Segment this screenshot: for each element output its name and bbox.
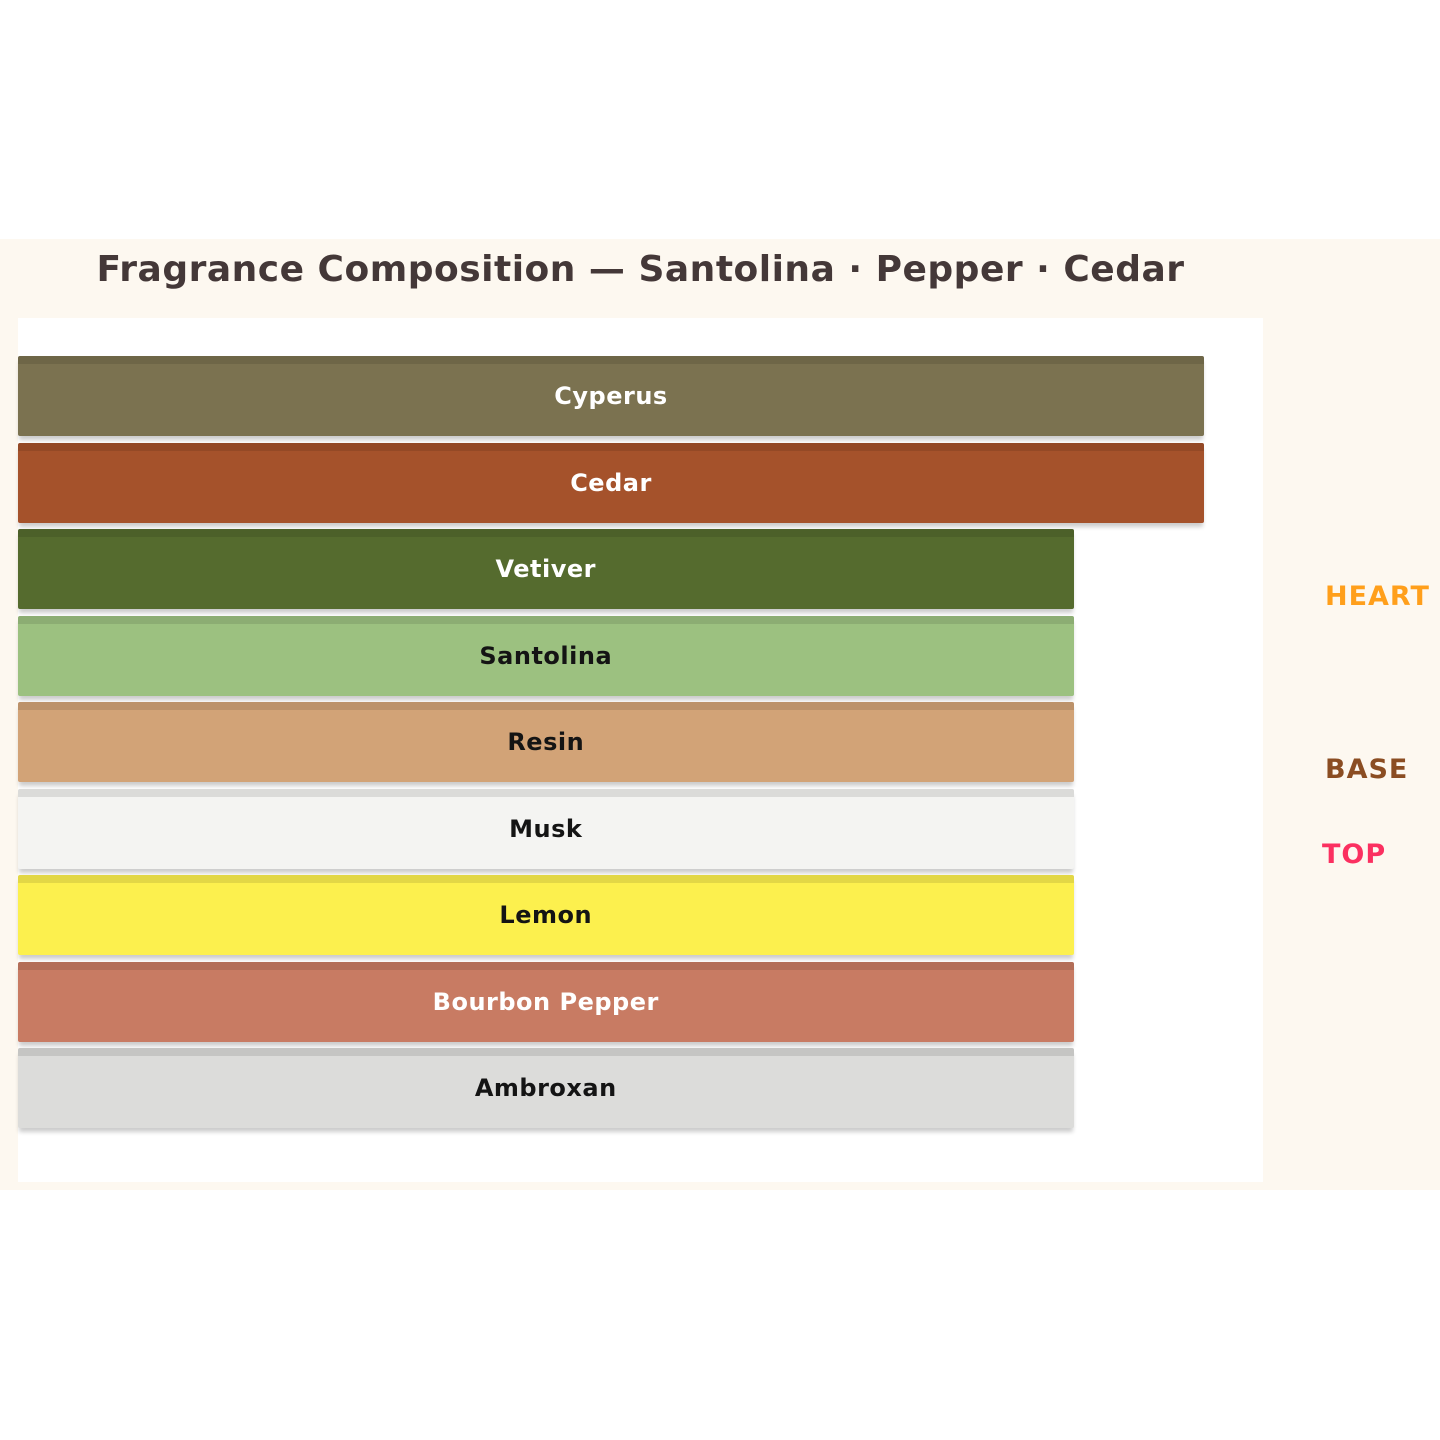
bar-santolina <box>18 616 1074 696</box>
bar-label: Resin <box>507 728 585 756</box>
bar-label: Musk <box>509 814 583 843</box>
bar-musk <box>18 789 1074 869</box>
group-label-base: BASE <box>1325 754 1409 785</box>
bar-cyperus <box>18 356 1204 436</box>
bars-container <box>18 356 1263 1135</box>
bar-resin <box>18 702 1074 782</box>
bar-label: Santolina <box>479 641 613 670</box>
bar-label: Cyperus <box>554 382 668 410</box>
bar-label: Bourbon Pepper <box>432 987 659 1016</box>
bar-label: Ambroxan <box>474 1074 617 1102</box>
bar-vetiver <box>18 529 1074 609</box>
chart-title: Fragrance Composition — Santolina · Pepper · Cedar <box>96 249 1185 290</box>
bar-label: Lemon <box>499 901 593 929</box>
group-label-heart: HEART <box>1325 581 1430 612</box>
chart-panel <box>18 318 1263 1182</box>
bar-bourbon-pepper <box>18 962 1074 1042</box>
bar-cedar <box>18 443 1204 523</box>
group-label-top: TOP <box>1322 839 1387 870</box>
bar-label: Vetiver <box>495 555 596 583</box>
bar-lemon <box>18 875 1074 955</box>
bar-label: Cedar <box>570 468 652 497</box>
bar-ambroxan <box>18 1048 1074 1128</box>
